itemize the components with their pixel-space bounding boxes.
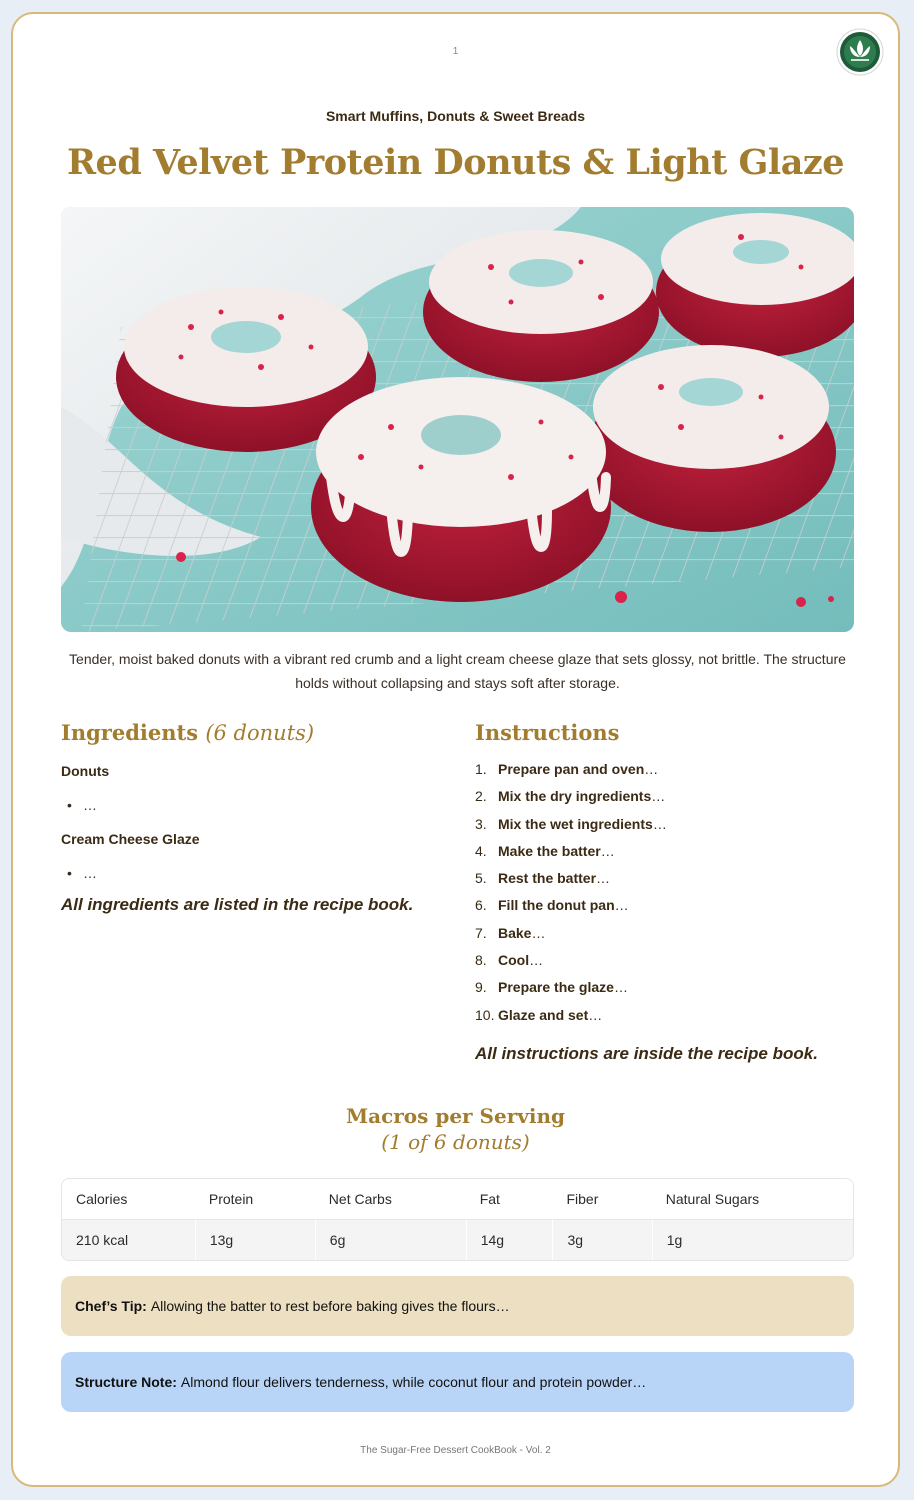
instruction-step (475, 1007, 855, 1034)
macros-value-row (62, 1219, 853, 1260)
structure-note-label: Structure Note: (75, 1374, 177, 1390)
chef-tip-box (61, 1276, 854, 1336)
step-ellipsis: … (613, 979, 628, 996)
donuts-photo (61, 207, 854, 632)
step-text: Bake (498, 924, 532, 941)
ingredients-heading-text: Ingredients (61, 720, 199, 745)
macros-heading (13, 1104, 898, 1154)
structure-note-text: Almond flour delivers tenderness, while coconut flour and protein powder… (180, 1374, 647, 1390)
instructions-section (475, 720, 855, 1064)
macros-column-header: Protein (195, 1179, 315, 1219)
step-text: Rest the batter (498, 870, 597, 887)
step-text: Mix the wet ingredients (498, 815, 653, 832)
macros-value: 14g (466, 1219, 553, 1260)
macros-subtitle: (1 of 6 donuts) (381, 1130, 530, 1154)
chef-tip-text: Allowing the batter to rest before baking gives the flours… (150, 1298, 510, 1314)
macros-value: 210 kcal (62, 1219, 195, 1260)
step-number: 7. (475, 924, 487, 941)
step-text: Mix the dry ingredients (498, 788, 652, 805)
macros-value: 1g (652, 1219, 853, 1260)
instruction-step (475, 816, 855, 843)
book-section-subtitle: Smart Muffins, Donuts & Sweet Breads (325, 108, 586, 124)
step-ellipsis: … (529, 952, 544, 969)
step-number: 8. (475, 952, 487, 969)
macros-value: 3g (552, 1219, 651, 1260)
ingredients-yield: (6 donuts) (205, 721, 315, 745)
recipe-page (11, 12, 900, 1487)
ingredients-heading (61, 720, 441, 745)
structure-note-box (61, 1352, 854, 1412)
step-number: 2. (475, 788, 487, 805)
instruction-step (475, 979, 855, 1006)
step-ellipsis: … (614, 897, 629, 914)
instruction-step (475, 952, 855, 979)
macros-header-row (62, 1179, 853, 1219)
instruction-step (475, 925, 855, 952)
bullet-icon: • (67, 797, 72, 813)
instruction-step (475, 761, 855, 788)
step-number: 3. (475, 815, 487, 832)
step-ellipsis: … (600, 842, 615, 859)
step-ellipsis: … (531, 924, 546, 941)
step-number: 4. (475, 842, 487, 859)
step-number: 10. (475, 1006, 495, 1023)
step-number: 5. (475, 870, 487, 887)
ingredient-group-label: Donuts (61, 763, 110, 779)
step-ellipsis: … (651, 788, 666, 805)
step-number: 9. (475, 979, 487, 996)
instruction-step (475, 897, 855, 924)
macros-table (61, 1178, 854, 1261)
macros-column-header: Fiber (552, 1179, 651, 1219)
recipe-description: Tender, moist baked donuts with a vibrant red crumb and a light cream cheese glaze that sets glossy, not brittle. The structure holds without collapsing and stays soft after storage. (69, 651, 846, 691)
step-ellipsis: … (652, 815, 667, 832)
ingredients-notice: All ingredients are listed in the recipe book. (61, 895, 414, 914)
macros-title: Macros per Serving (345, 1104, 566, 1128)
instruction-step (475, 870, 855, 897)
recipe-title: Red Velvet Protein Donuts & Light Glaze (66, 142, 845, 183)
instructions-notice: All instructions are inside the recipe book. (475, 1043, 818, 1063)
step-text: Cool (498, 952, 530, 969)
ingredient-item (61, 865, 441, 881)
ingredient-item (61, 797, 441, 813)
macros-column-header: Natural Sugars (652, 1179, 853, 1219)
step-text: Fill the donut pan (498, 897, 615, 914)
ingredients-section (61, 720, 441, 915)
page-footer: The Sugar-Free Dessert CookBook - Vol. 2 (360, 1445, 551, 1456)
ingredient-item-text: … (83, 865, 97, 881)
instructions-heading: Instructions (475, 720, 620, 745)
macros-column-header: Fat (466, 1179, 553, 1219)
step-ellipsis: … (644, 761, 659, 777)
instruction-step (475, 843, 855, 870)
step-ellipsis: … (588, 1006, 603, 1023)
chef-tip-label: Chef’s Tip: (75, 1298, 147, 1314)
instructions-list (475, 761, 855, 1034)
macros-column-header: Net Carbs (315, 1179, 466, 1219)
bullet-icon: • (67, 865, 72, 881)
macros-column-header: Calories (62, 1179, 195, 1219)
step-text: Glaze and set (498, 1006, 589, 1023)
macros-value: 13g (195, 1219, 315, 1260)
step-text: Prepare the glaze (498, 979, 614, 996)
ingredient-group-label: Cream Cheese Glaze (61, 831, 200, 847)
brand-logo-icon (836, 28, 884, 76)
step-ellipsis: … (596, 870, 611, 887)
ingredient-item-text: … (83, 797, 97, 813)
macros-value: 6g (315, 1219, 466, 1260)
instruction-step (475, 788, 855, 815)
step-number: 6. (475, 897, 487, 914)
step-text: Prepare pan and oven (498, 761, 645, 777)
page-number: 1 (452, 46, 459, 57)
step-number: 1. (475, 761, 487, 777)
step-text: Make the batter (498, 842, 601, 859)
